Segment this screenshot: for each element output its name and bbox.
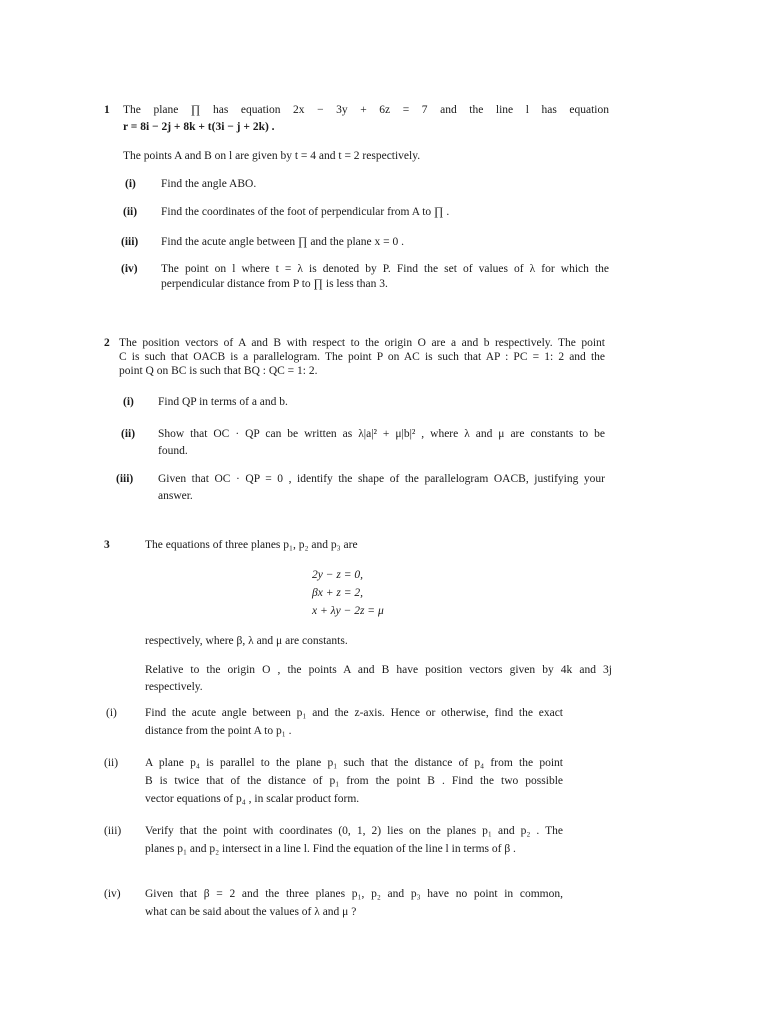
q2-part-i-label: (i) — [123, 396, 134, 408]
q2-part-ii-text-line-2: found. — [158, 445, 188, 457]
question-3-stem: The equations of three planes p₁, p₂ and p₃ are — [145, 539, 358, 551]
q3-part-iii-text-line-2: planes p₁ and p₂ intersect in a line l. Find the equation of the line l in terms of β . — [145, 843, 516, 855]
q1-part-iv-text-line-2: perpendicular distance from P to ∏ is less than 3. — [161, 278, 388, 290]
q1-part-iii-label: (iii) — [121, 236, 139, 248]
q3-part-iii-text-line-1: Verify that the point with coordinates (0, 1, 2) lies on the planes p₁ and p₂ . The — [145, 825, 563, 837]
q3-part-ii-label: (ii) — [104, 757, 119, 769]
equation-p2: βx + z = 2, — [312, 587, 363, 599]
q1-part-ii-label: (ii) — [123, 206, 138, 218]
q1-part-iii-text: Find the acute angle between ∏ and the plane x = 0 . — [161, 236, 404, 248]
q3-part-iv-label: (iv) — [104, 888, 121, 900]
question-2-stem-line-1: The position vectors of A and B with respect to the origin O are a and b respectively. The point — [119, 337, 605, 349]
equation-p3: x + λy − 2z = μ — [312, 605, 384, 617]
q1-part-ii-text: Find the coordinates of the foot of perpendicular from A to ∏ . — [161, 206, 450, 218]
q1-part-i-text: Find the angle ABO. — [161, 178, 257, 190]
q3-part-ii-text-line-2: B is twice that of the distance of p₁ from the point B . Find the two possible — [145, 775, 563, 787]
q3-part-iv-text-line-1: Given that β = 2 and the three planes p₁, p₂ and p₃ have no point in common, — [145, 888, 563, 900]
q1-part-iv-text-line-1: The point on l where t = λ is denoted by P. Find the set of values of λ for which the — [161, 263, 609, 275]
q2-part-ii-label: (ii) — [121, 428, 136, 440]
q2-part-i-text: Find QP in terms of a and b. — [158, 396, 288, 408]
question-3-after-equations: respectively, where β, λ and μ are constants. — [145, 635, 348, 647]
question-1-stem-line-2: r = 8i − 2j + 8k + t(3i − j + 2k) . — [123, 121, 275, 133]
equation-p1: 2y − z = 0, — [312, 569, 363, 581]
question-2-number: 2 — [104, 337, 110, 349]
q3-part-ii-text-line-3: vector equations of p₄ , in scalar product form. — [145, 793, 360, 805]
q3-part-i-text-line-2: distance from the point A to p₁ . — [145, 725, 292, 737]
question-2-stem-line-2: C is such that OACB is a parallelogram. The point P on AC is such that AP : PC = 1: 2 and the — [119, 351, 605, 363]
question-3-relative-line-1: Relative to the origin O , the points A and B have position vectors given by 4k and 3j — [145, 664, 612, 676]
q2-part-iii-text-line-1: Given that OC · QP = 0 , identify the shape of the parallelogram OACB, justifying your — [158, 473, 605, 485]
q3-part-iv-text-line-2: what can be said about the values of λ and μ ? — [145, 906, 357, 918]
question-1-number: 1 — [104, 104, 110, 116]
q3-part-iii-label: (iii) — [104, 825, 122, 837]
question-3-relative-line-2: respectively. — [145, 681, 203, 693]
q2-part-ii-text-line-1: Show that OC · QP can be written as λ|a|² + μ|b|² , where λ and μ are constants to be — [158, 428, 605, 440]
q2-part-iii-label: (iii) — [116, 473, 134, 485]
q2-part-iii-text-line-2: answer. — [158, 490, 193, 502]
question-1-stem-line-1: The plane ∏ has equation 2x − 3y + 6z = 7 and the line l has equation — [123, 104, 609, 116]
q1-part-iv-label: (iv) — [121, 263, 138, 275]
question-3-number: 3 — [104, 539, 110, 551]
q3-part-i-label: (i) — [106, 707, 117, 719]
question-2-stem-line-3: point Q on BC is such that BQ : QC = 1: 2. — [119, 365, 318, 377]
q1-part-i-label: (i) — [125, 178, 136, 190]
plane-equations — [312, 566, 384, 620]
question-1-intro: The points A and B on l are given by t = 4 and t = 2 respectively. — [123, 150, 421, 162]
q3-part-i-text-line-1: Find the acute angle between p₁ and the z-axis. Hence or otherwise, find the exact — [145, 707, 563, 719]
q3-part-ii-text-line-1: A plane p₄ is parallel to the plane p₁ such that the distance of p₄ from the point — [145, 757, 563, 769]
